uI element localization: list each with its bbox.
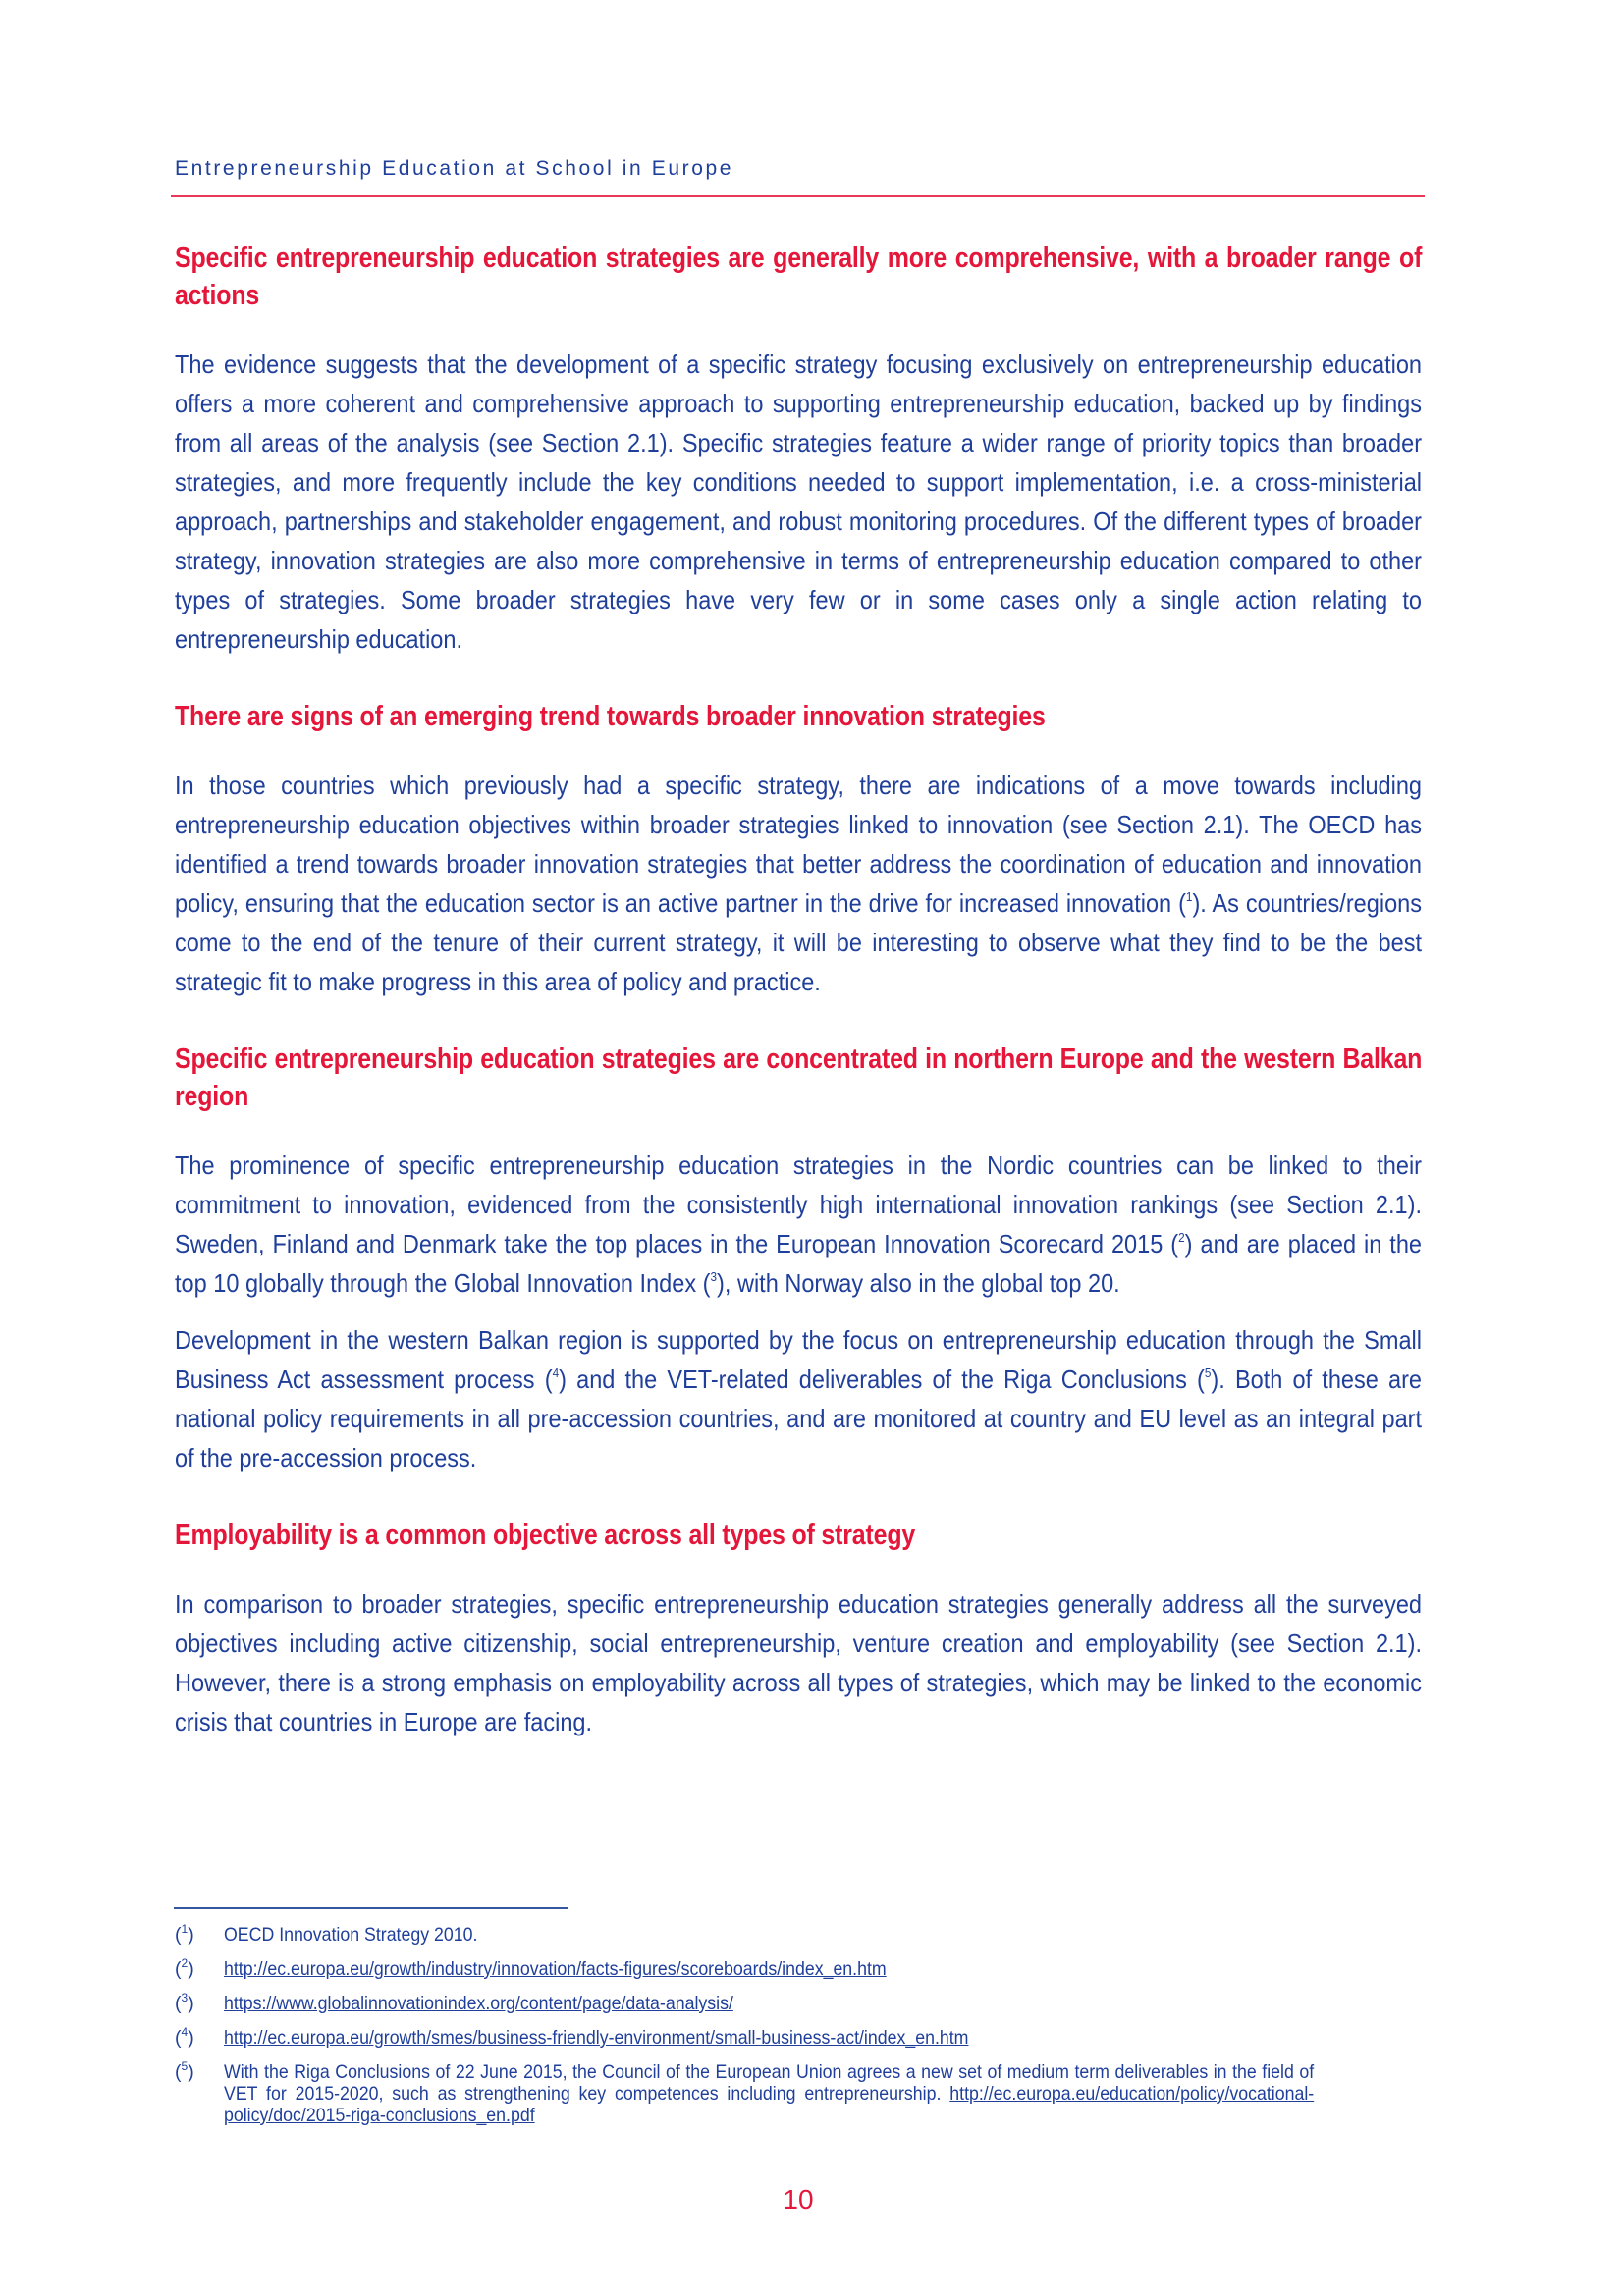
paragraph: In comparison to broader strategies, specific entrepreneurship education strategies generally address all the surveyed objectives including active citizenship, social entrepreneurship, venture creation and employability (see Section 2.1). However, there is a strong emphasis on employability across all types of strategies, which may be linked to the economic crisis that countries in Europe are facing. <box>175 1589 1423 1736</box>
footnote-link[interactable]: https://www.globalinnovationindex.org/content/page/data-analysis/ <box>224 1993 733 2014</box>
footnote-number: ($^4$) <box>175 2025 194 2049</box>
footnotes <box>175 1924 1422 2139</box>
footnote-reference[interactable]: 4 <box>552 1365 560 1380</box>
paragraph-text: ), with Norway also in the global top 20. <box>717 1268 1120 1298</box>
footnote-5 <box>175 2061 1422 2126</box>
footnote-reference[interactable]: 2 <box>1178 1230 1185 1245</box>
footnote-1 <box>175 1924 1422 1946</box>
footnote-4 <box>175 2027 1422 2049</box>
paragraph-text: ). Both of these are national policy requirements in all pre-accession countries, and are monitored at country and EU level as an integral part of the pre-accession process. <box>175 1364 1423 1472</box>
footnote-reference[interactable]: 5 <box>1204 1365 1212 1380</box>
paragraph-text: ) and the VET-related deliverables of the Riga Conclusions ( <box>559 1364 1205 1394</box>
section-innovation-trend <box>175 698 1422 1001</box>
footnote-number: ($^5$) <box>175 2059 194 2083</box>
section-heading: There are signs of an emerging trend towards broader innovation strategies <box>175 701 1046 732</box>
paragraph: The evidence suggests that the development of a specific strategy focusing exclusively on entrepreneurship education offers a more coherent and comprehensive approach to supporting entrepreneurship education, backed up by findings from all areas of the analysis (see Section 2.1). Specific strategies feature a wider range of priority topics than broader strategies, and more frequently include the key conditions needed to support implementation, i.e. a cross-ministerial approach, partnerships and stakeholder engagement, and robust monitoring procedures. Of the different types of broader strategy, innovation strategies are also more comprehensive in terms of entrepreneurship education compared to other types of strategies. Some broader strategies have very few or in some cases only a single action relating to entrepreneurship education. <box>175 349 1423 654</box>
paragraph <box>175 1146 1422 1303</box>
paragraph <box>175 766 1422 1001</box>
header-rule <box>171 195 1425 197</box>
footnote-number: ($^2$) <box>175 1956 194 1980</box>
footnote-number: ($^1$) <box>175 1922 194 1946</box>
section-employability <box>175 1517 1422 1741</box>
paragraph-text: The prominence of specific entrepreneurship education strategies in the Nordic countries can be linked to their commitment to innovation, evidenced from the consistently high international innovation rankings (see Section 2.1). Sweden, Finland and Denmark take the top places in the European Innovation Scorecard 2015 ( <box>175 1150 1423 1258</box>
paragraph-text: ) and are placed in the top 10 globally through the Global Innovation Index ( <box>175 1229 1423 1298</box>
section-comprehensive-strategies <box>175 240 1422 659</box>
footnote-2 <box>175 1958 1422 1980</box>
footnote-3 <box>175 1993 1422 2014</box>
section-heading: Specific entrepreneurship education strategies are concentrated in northern Europe and the western Balkan region <box>175 1043 1423 1112</box>
footnote-text: With the Riga Conclusions of 22 June 2015, the Council of the European Union agrees a new set of medium term deliverables in the field of VET for 2015-2020, such as strengthening key competences including entrepreneurship. <box>224 2061 1315 2105</box>
paragraph-text: In those countries which previously had a specific strategy, there are indications of a move towards including entrepreneurship education objectives within broader strategies linked to innovation (see Section 2.1). The OECD has identified a trend towards broader innovation strategies that better address the coordination of education and innovation policy, ensuring that the education sector is an active partner in the drive for increased innovation ( <box>175 771 1423 918</box>
paragraph-text: ). As countries/regions come to the end of the tenure of their current strategy, it will be interesting to observe what they find to be the best strategic fit to make progress in this area of policy and practice. <box>175 888 1423 996</box>
section-heading: Specific entrepreneurship education strategies are generally more comprehensive, with a broader range of actions <box>175 242 1423 311</box>
footnote-reference[interactable]: 3 <box>710 1269 718 1284</box>
footnote-link[interactable]: http://ec.europa.eu/growth/industry/innovation/facts-figures/scoreboards/index_en.htm <box>224 1958 887 1980</box>
footnote-link[interactable]: http://ec.europa.eu/growth/smes/business-friendly-environment/small-business-act/index_en.htm <box>224 2027 969 2049</box>
footnote-reference[interactable]: 1 <box>1185 889 1193 904</box>
page-number: 10 <box>783 2184 814 2215</box>
paragraph-text: Development in the western Balkan region is supported by the focus on entrepreneurship education through the Small Business Act assessment process ( <box>175 1325 1423 1394</box>
section-northern-europe-balkans <box>175 1041 1422 1477</box>
footnote-link[interactable]: http://ec.europa.eu/education/policy/vocational-policy/doc/2015-riga-conclusions_en.pdf <box>224 2083 1315 2126</box>
section-heading: Employability is a common objective across all types of strategy <box>175 1520 916 1551</box>
main-content <box>175 240 1422 1741</box>
paragraph <box>175 1320 1422 1477</box>
footnote-text: OECD Innovation Strategy 2010. <box>224 1924 478 1946</box>
footnote-separator <box>174 1907 568 1909</box>
running-header: Entrepreneurship Education at School in Europe <box>175 157 734 180</box>
footnote-number: ($^3$) <box>175 1991 194 2014</box>
